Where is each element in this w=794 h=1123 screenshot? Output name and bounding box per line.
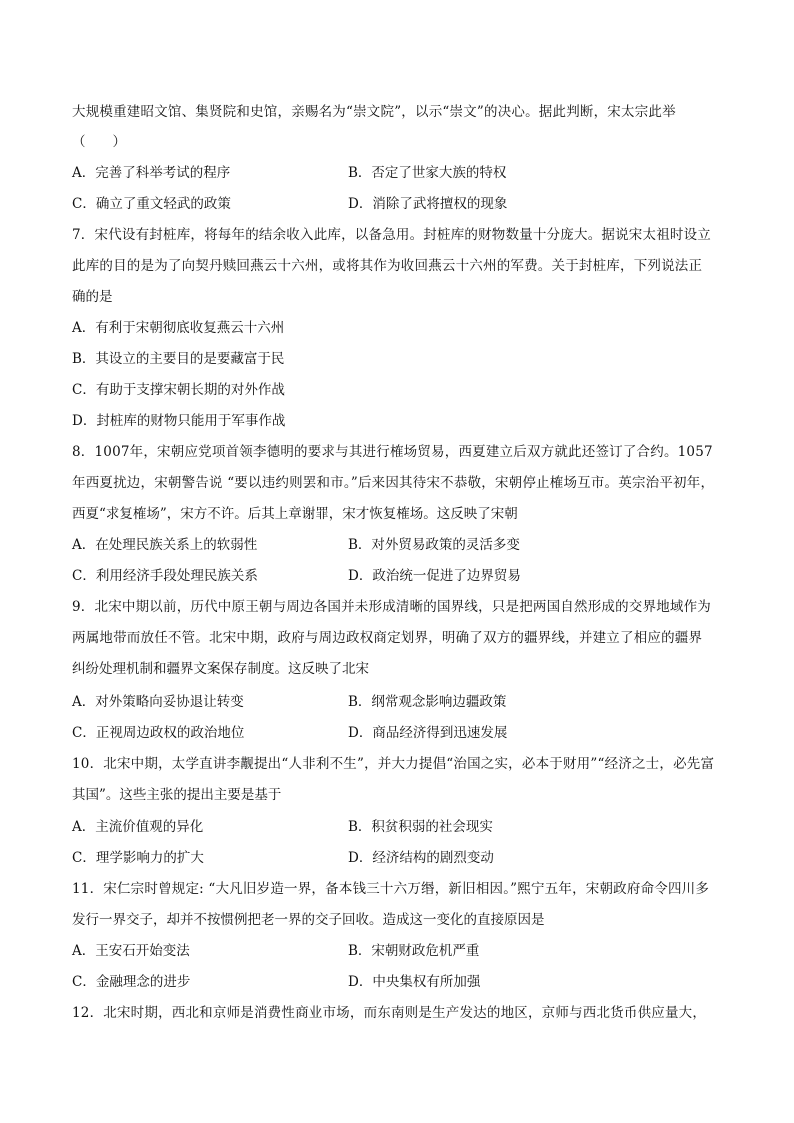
q8-line-2: 年西夏扰边，宋朝警告说 “要以违约则罢和市。”后来因其待宋不恭敬，宋朝停止榷场互市。英宗治平初年，: [72, 475, 715, 491]
q8-line-3: 西夏“求复榷场”，宋方不许。后其上章谢罪，宋才恢复榷场。这反映了宋朝: [72, 506, 518, 522]
q10-line-1: 10．北宋中期，太学直讲李觏提出“人非利不生”，并大力提倡“治国之实，必本于财用”“经济之士，必先富: [72, 756, 715, 772]
q7-line-3: 确的是: [72, 289, 113, 305]
q11-line-2: 发行一界交子，却并不按惯例把老一界的交子回收。造成这一变化的直接原因是: [72, 912, 545, 928]
q9-line-1: 9．北宋中期以前，历代中原王朝与周边各国并未形成清晰的国界线，只是把两国自然形成的交界地域作为: [72, 599, 711, 615]
q9-option-a: A．对外策略向妥协退让转变: [72, 694, 244, 710]
q11-option-c: C．金融理念的进步: [72, 974, 191, 990]
q11-option-a: A．王安石开始变法: [72, 943, 190, 959]
q9-line-2: 两属地带而放任不管。北宋中期，政府与周边政权商定划界，明确了双方的疆界线，并建立了相应的疆界: [72, 630, 703, 646]
intro-option-b: B．否定了世家大族的特权: [348, 165, 507, 181]
q8-line-1: 8．1007年，宋朝应党项首领李德明的要求与其进行榷场贸易，西夏建立后双方就此还签订了合约。1057: [72, 444, 713, 460]
q12-line-1: 12．北宋时期，西北和京师是消费性商业市场，而东南则是生产发达的地区，京师与西北货币供应量大，: [72, 1005, 707, 1021]
intro-option-a: A．完善了科举考试的程序: [72, 165, 231, 181]
q9-option-b: B．纲常观念影响边疆政策: [348, 694, 507, 710]
intro-option-d: D．消除了武将擅权的现象: [348, 196, 508, 212]
q9-option-c: C．正视周边政权的政治地位: [72, 725, 245, 741]
q9-line-3: 纠纷处理机制和疆界文案保存制度。这反映了北宋: [72, 661, 369, 677]
q10-option-b: B．积贫积弱的社会现实: [348, 819, 493, 835]
q7-option-a: A．有利于宋朝彻底收复燕云十六州: [72, 320, 285, 336]
q9-option-d: D．商品经济得到迅速发展: [348, 725, 508, 741]
intro-line-1: 大规模重建昭文馆、集贤院和史馆，亲赐名为“崇文院”，以示“崇文”的决心。据此判断，宋太宗此举: [72, 104, 676, 120]
q7-line-1: 7．宋代设有封桩库，将每年的结余收入此库，以备急用。封桩库的财物数量十分庞大。据说宋太祖时设立: [72, 227, 711, 243]
q10-line-2: 其国”。这些主张的提出主要是基于: [72, 787, 282, 803]
intro-option-c: C．确立了重文轻武的政策: [72, 196, 231, 212]
q11-option-d: D．中央集权有所加强: [348, 974, 481, 990]
q7-line-2: 此库的目的是为了向契丹赎回燕云十六州，或将其作为收回燕云十六州的军费。关于封桩库，下列说法正: [72, 258, 703, 274]
q7-option-b: B．其设立的主要目的是要藏富于民: [72, 351, 285, 367]
q10-option-c: C．理学影响力的扩大: [72, 850, 204, 866]
q8-option-d: D．政治统一促进了边界贸易: [348, 568, 521, 584]
q10-option-d: D．经济结构的剧烈变动: [348, 850, 494, 866]
q8-option-b: B．对外贸易政策的灵活多变: [348, 537, 520, 553]
q8-option-a: A．在处理民族关系上的软弱性: [72, 537, 258, 553]
q8-option-c: C．利用经济手段处理民族关系: [72, 568, 258, 584]
q10-option-a: A．主流价值观的异化: [72, 819, 204, 835]
q11-line-1: 11．宋仁宗时曾规定: “大凡旧岁造一界，备本钱三十六万缗，新旧相因。”熙宁五年，宋朝政府命令四川多: [72, 881, 710, 897]
q7-option-d: D．封桩库的财物只能用于军事作战: [72, 413, 286, 429]
q11-option-b: B．宋朝财政危机严重: [348, 943, 480, 959]
intro-answer-blank: （ ）: [72, 134, 126, 150]
q7-option-c: C．有助于支撑宋朝长期的对外作战: [72, 382, 285, 398]
